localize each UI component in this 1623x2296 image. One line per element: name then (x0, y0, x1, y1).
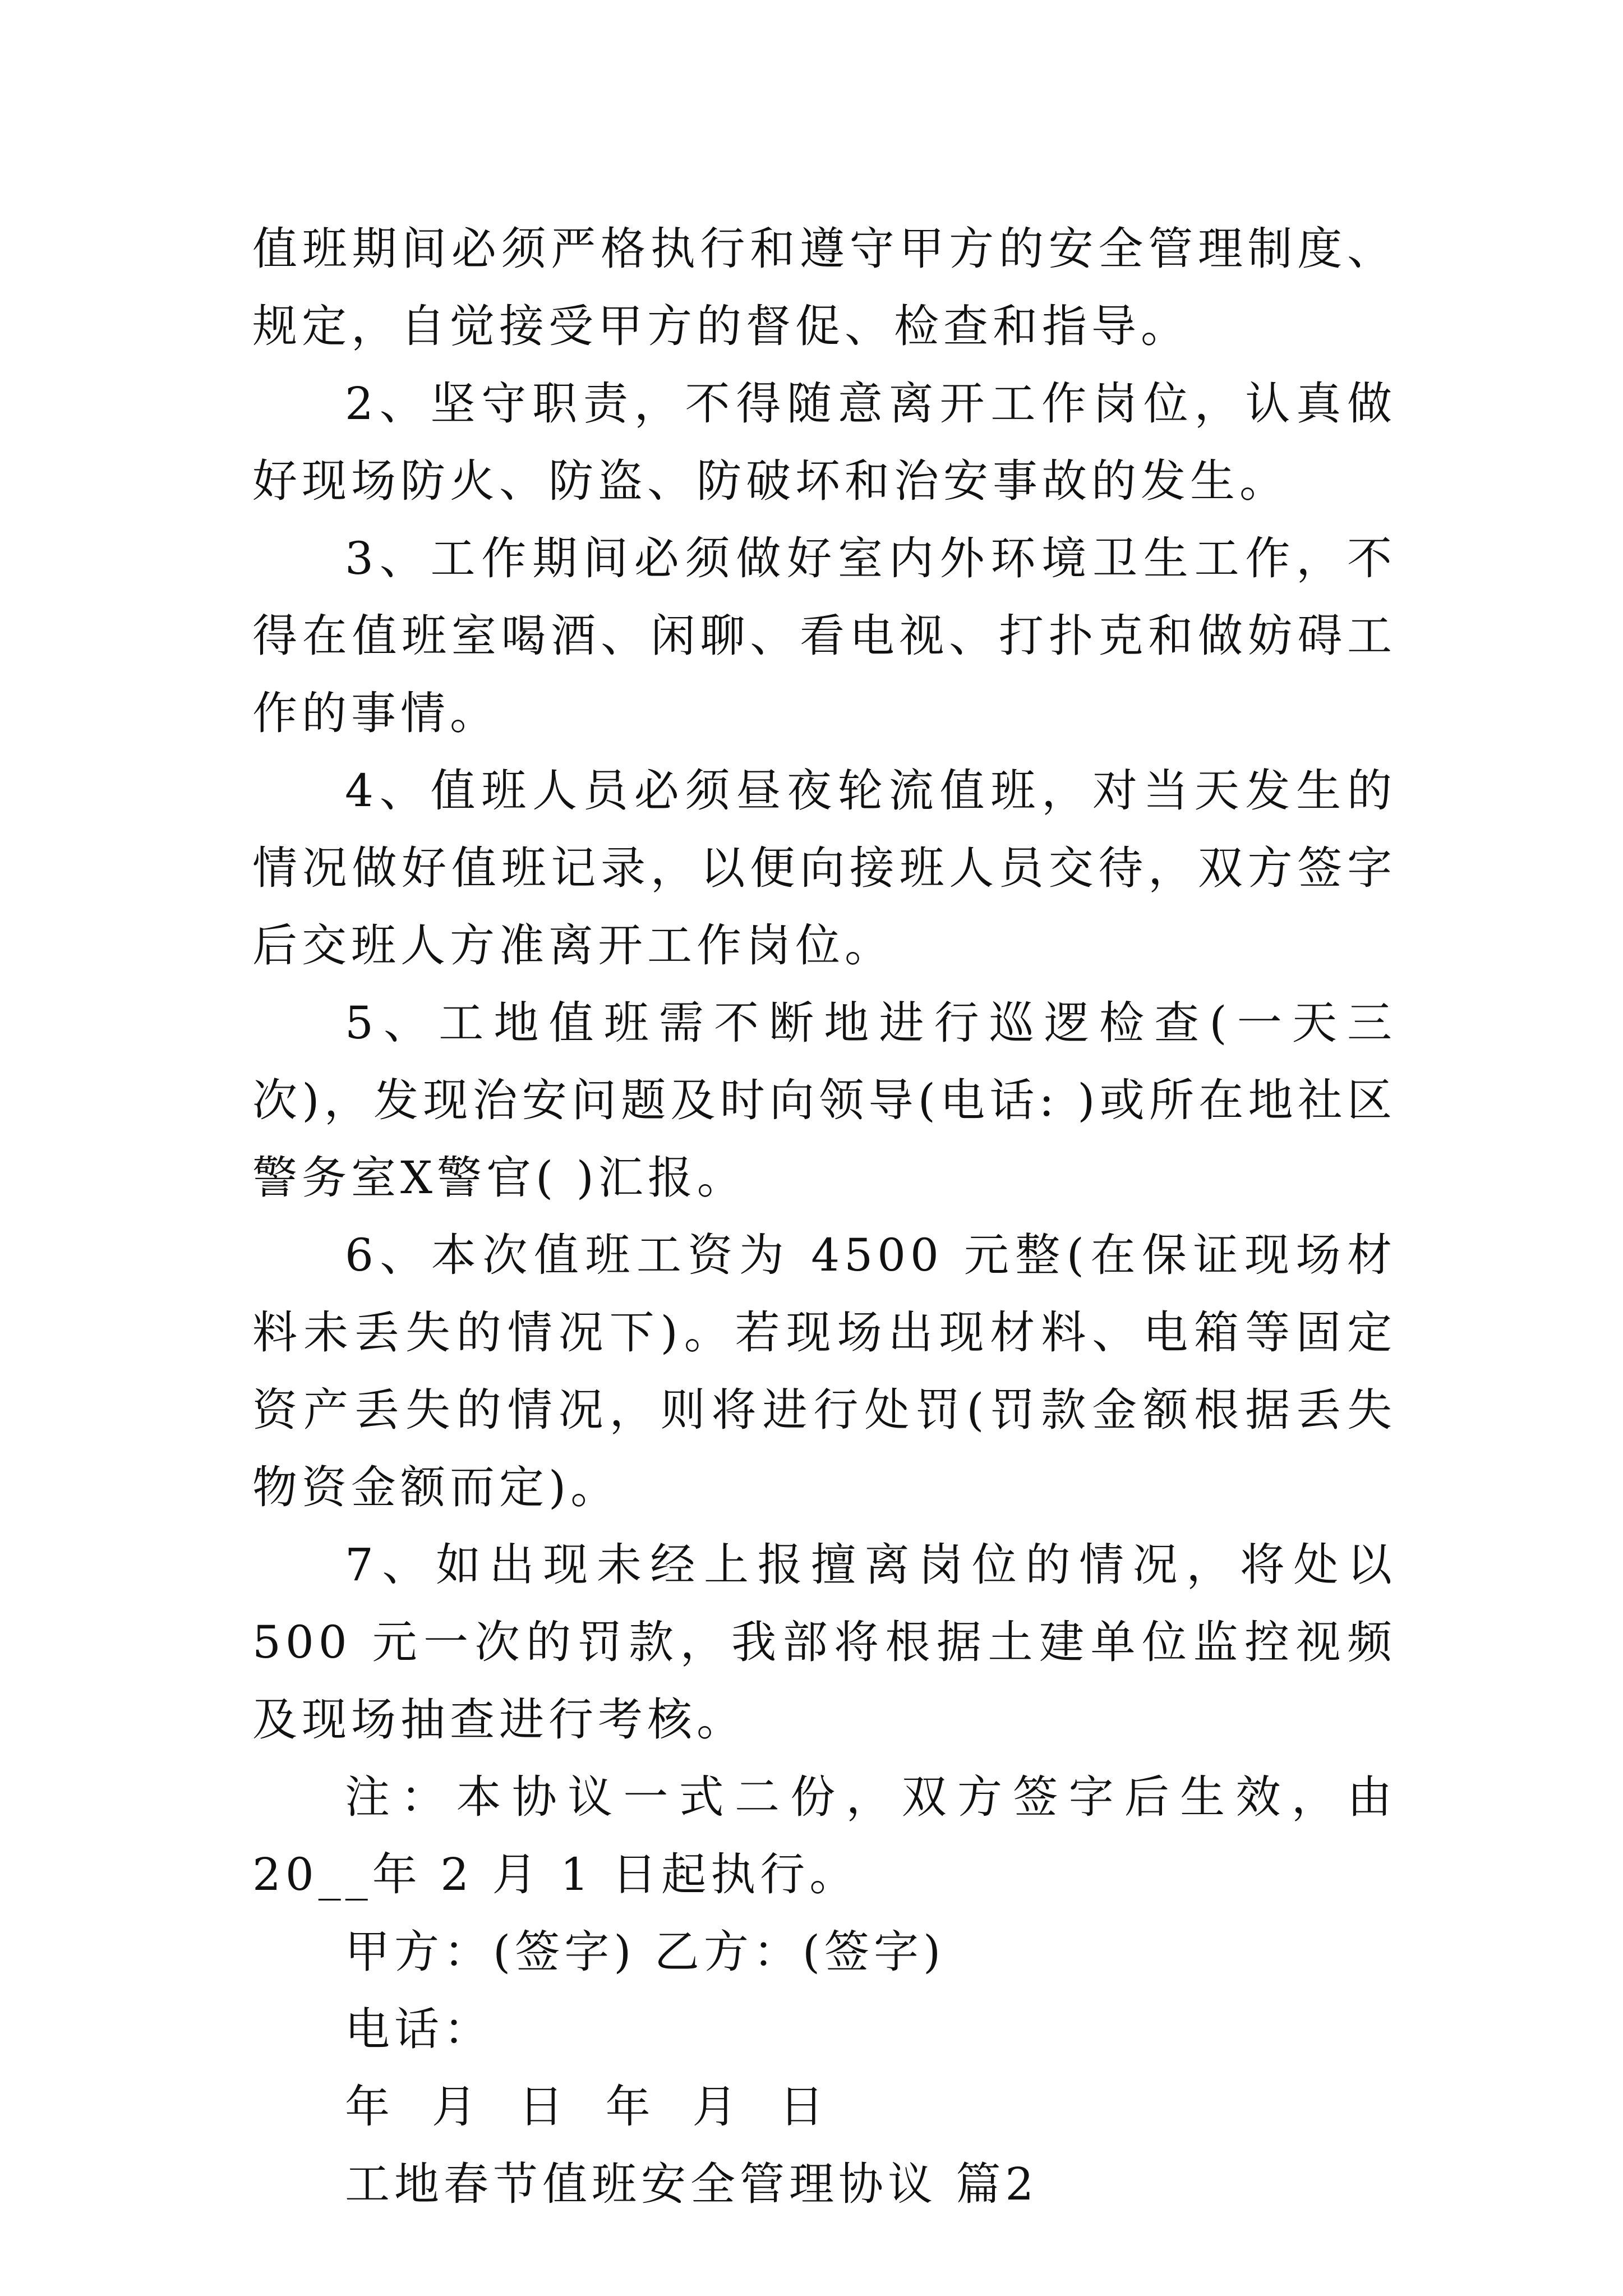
signature-phone: 电话： (345, 2003, 493, 2055)
paragraph-item-3: 3、工作期间必须做好室内外环境卫生工作，不得在值班室喝酒、闲聊、看电视、打扑克和做妨碍工作的事情。 (252, 532, 1396, 739)
paragraph-continuation: 值班期间必须严格执行和遵守甲方的安全管理制度、规定，自觉接受甲方的督促、检查和指导。 (252, 223, 1396, 352)
signature-dates: 年 月 日 年 月 日 (345, 2081, 829, 2133)
paragraph-item-6: 6、本次值班工资为 4500 元整(在保证现场材料未丢失的情况下)。若现场出现材料、电箱等固定资产丢失的情况，则将进行处罚(罚款金额根据丢失物资金额而定)。 (252, 1229, 1396, 1513)
paragraph-item-2: 2、坚守职责，不得随意离开工作岗位，认真做好现场防火、防盗、防破坏和治安事故的发生。 (252, 378, 1396, 507)
signature-parties: 甲方：(签字) 乙方：(签字) (345, 1926, 946, 1978)
next-section-title: 工地春节值班安全管理协议 篇2 (345, 2158, 1039, 2210)
paragraph-item-4: 4、值班人员必须昼夜轮流值班，对当天发生的情况做好值班记录，以便向接班人员交待，双方签字后交班人方准离开工作岗位。 (252, 765, 1396, 972)
paragraph-item-7: 7、如出现未经上报擅离岗位的情况，将处以 500 元一次的罚款，我部将根据土建单位监控视频及现场抽查进行考核。 (252, 1539, 1396, 1746)
paragraph-item-5: 5、工地值班需不断地进行巡逻检查(一天三次)，发现治安问题及时向领导(电话: )或所在地社区警务室X警官( )汇报。 (252, 997, 1396, 1204)
paragraph-note: 注：本协议一式二份，双方签字后生效，由 20__年 2 月 1 日起执行。 (252, 1771, 1396, 1901)
document-body (252, 210, 1396, 2223)
